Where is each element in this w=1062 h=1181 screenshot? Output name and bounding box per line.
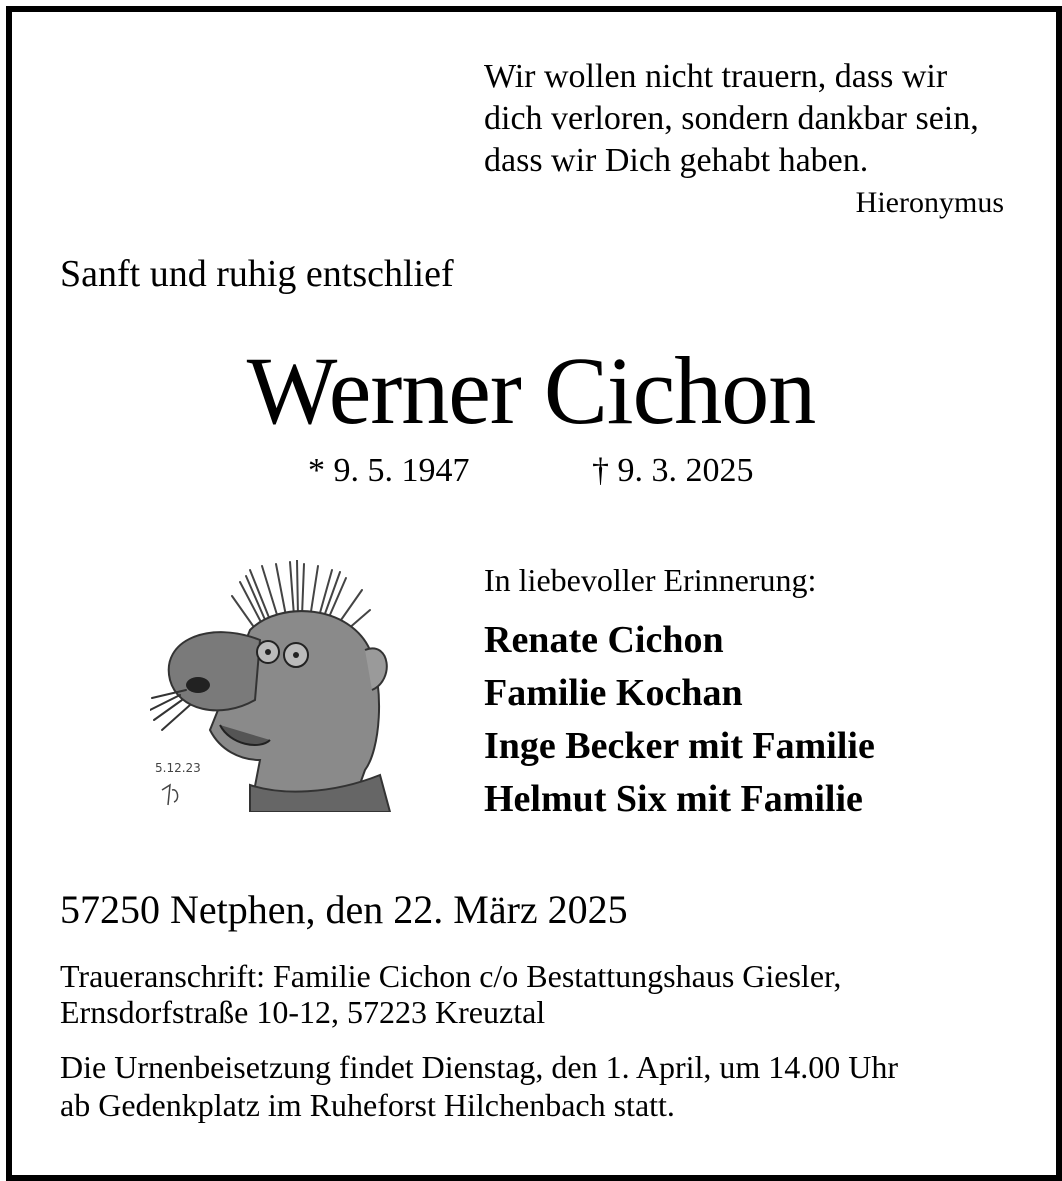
- death-date: † 9. 3. 2025: [592, 452, 754, 489]
- mourner-name: Inge Becker mit Familie: [484, 725, 875, 767]
- address-line: Ernsdorfstraße 10-12, 57223 Kreuztal: [60, 994, 546, 1030]
- burial-line: ab Gedenkplatz im Ruheforst Hilchenbach statt.: [60, 1087, 675, 1123]
- quote-line: dich verloren, sondern dankbar sein,: [484, 100, 979, 137]
- deceased-name: Werner Cichon: [246, 337, 816, 444]
- mourner-name: Helmut Six mit Familie: [484, 778, 863, 820]
- quote: [484, 56, 979, 182]
- birth-date: * 9. 5. 1947: [308, 452, 470, 489]
- burial-info: [60, 1048, 898, 1124]
- burial-line: Die Urnenbeisetzung findet Dienstag, den 1. April, um 14.00 Uhr: [60, 1049, 899, 1085]
- memory-heading: In liebevoller Erinnerung:: [484, 562, 817, 598]
- mourner-name: Familie Kochan: [484, 672, 743, 714]
- quote-author: Hieronymus: [855, 186, 1004, 219]
- mourner-name: Renate Cichon: [484, 619, 724, 661]
- intro-text: Sanft und ruhig entschlief: [60, 253, 454, 295]
- mourners-list: [484, 614, 875, 826]
- place-date: 57250 Netphen, den 22. März 2025: [60, 887, 628, 932]
- address-line: Traueranschrift: Familie Cichon c/o Bestattungshaus Giesler,: [60, 958, 842, 994]
- drawing-date: 5.12.23: [155, 761, 201, 775]
- quote-line: dass wir Dich gehabt haben.: [484, 142, 869, 179]
- mourning-address: [60, 958, 841, 1030]
- caricature-portrait: [150, 560, 400, 812]
- quote-line: Wir wollen nicht trauern, dass wir: [484, 58, 948, 95]
